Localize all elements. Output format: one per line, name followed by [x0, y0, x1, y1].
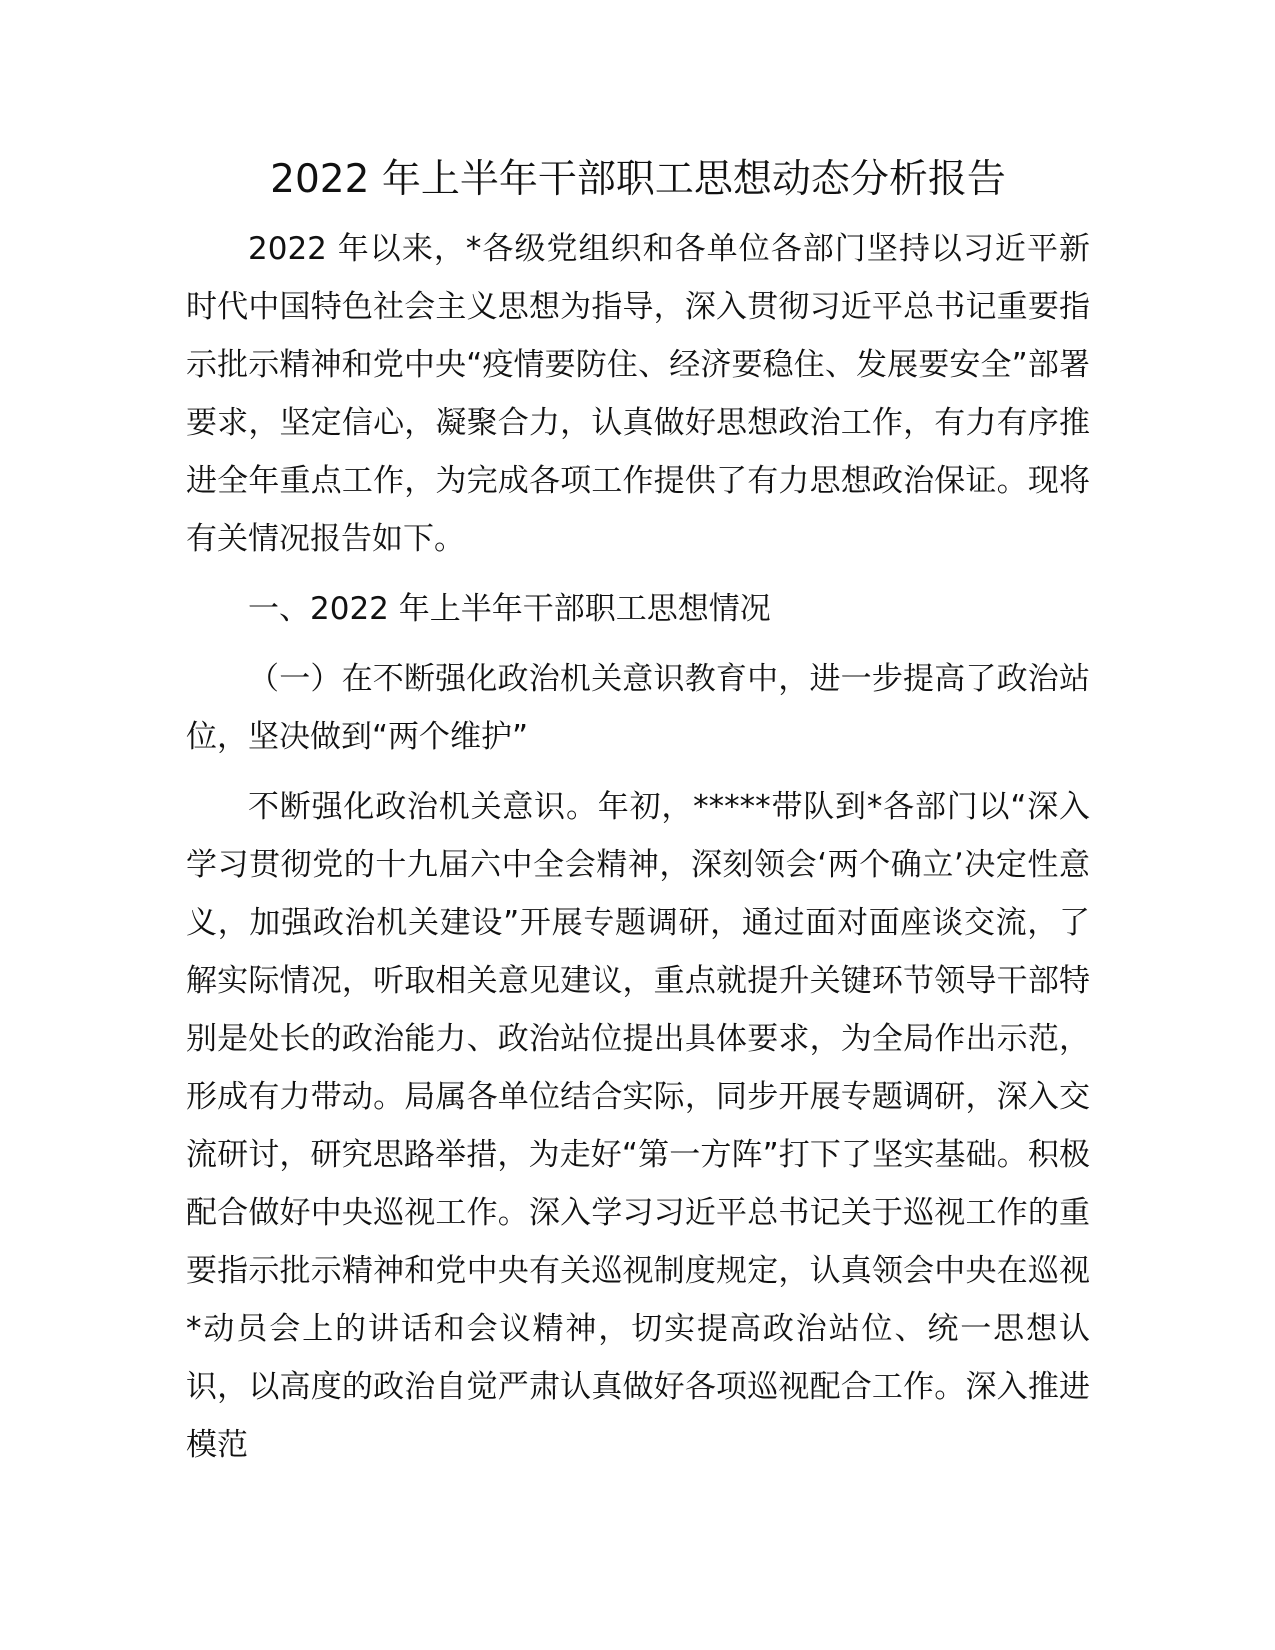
document-body — [186, 148, 1090, 1486]
section-heading-1: 一、2022 年上半年干部职工思想情况 — [248, 591, 771, 627]
document-title: 2022 年上半年干部职工思想动态分析报告 — [270, 157, 1006, 202]
subsection-paragraph-1: 不断强化政治机关意识。年初，*****带队到*各部门以“深入学习贯彻党的十九届六中全会精神，深刻领会‘两个确立’决定性意义，加强政治机关建设”开展专题调研，通过面对面座谈交流，了解实际情况，听取相关意见建议，重点就提升关键环节领导干部特别是处长的政治能力、政治站位提出具体要求，为全局作出示范，形成有力带动。局属各单位结合实际，同步开展专题调研，深入交流研讨，研究思路举措，为走好“第一方阵”打下了坚实基础。积极配合做好中央巡视工作。深入学习习近平总书记关于巡视工作的重要指示批示精神和党中央有关巡视制度规定，认真领会中央在巡视*动员会上的讲话和会议精神，切实提高政治站位、统一思想认识，以高度的政治自觉严肃认真做好各项巡视配合工作。深入推进模范 — [186, 789, 1090, 1463]
intro-paragraph: 2022 年以来，*各级党组织和各单位各部门坚持以习近平新时代中国特色社会主义思想为指导，深入贯彻习近平总书记重要指示批示精神和党中央“疫情要防住、经济要稳住、发展要安全”部署要求，坚定信心，凝聚合力，认真做好思想政治工作，有力有序推进全年重点工作，为完成各项工作提供了有力思想政治保证。现将有关情况报告如下。 — [186, 231, 1090, 557]
subsection-heading-1: （一）在不断强化政治机关意识教育中，进一步提高了政治站位，坚决做到“两个维护” — [186, 661, 1090, 755]
